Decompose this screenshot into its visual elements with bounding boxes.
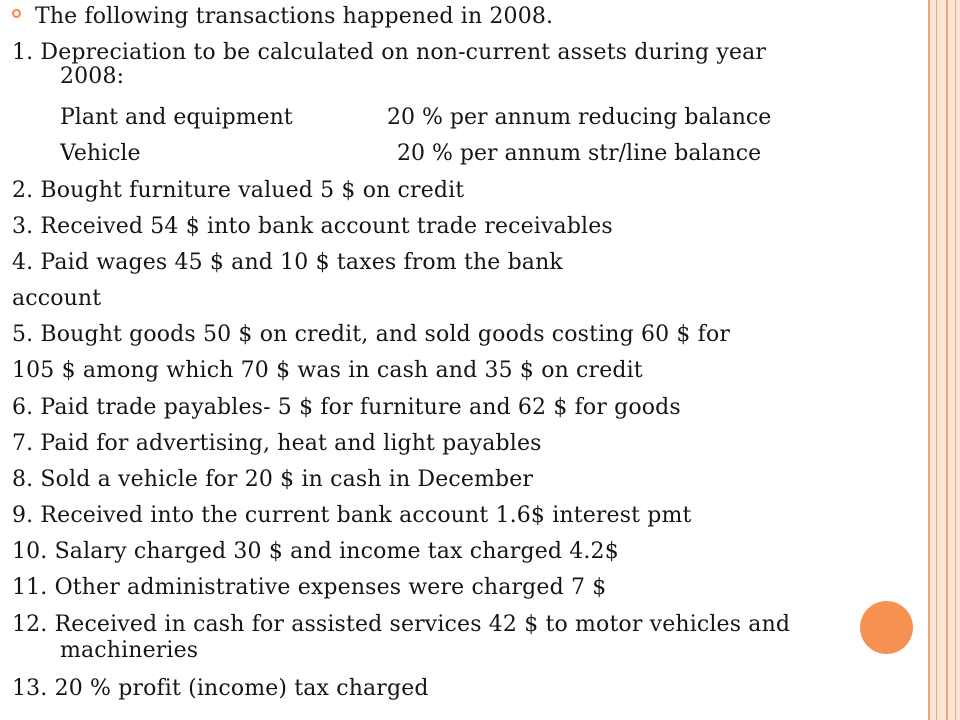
- item-10-text: 10. Salary charged 30 $ and income tax charged 4.2$: [12, 539, 619, 564]
- depreciation-asset-vehicle: Vehicle: [60, 141, 141, 166]
- item-5-text: 5. Bought goods 50 $ on credit, and sold goods costing 60 $ for: [12, 322, 731, 347]
- item-13-text: 13. 20 % profit (income) tax charged: [12, 676, 429, 701]
- item-1-continuation: 2008:: [60, 64, 125, 89]
- item-4-continuation: account: [12, 286, 102, 311]
- depreciation-rate-vehicle: 20 % per annum str/line balance: [397, 141, 762, 166]
- item-5-continuation: 105 $ among which 70 $ was in cash and 35 $ on credit: [12, 358, 643, 383]
- depreciation-asset-plant: Plant and equipment: [60, 105, 293, 130]
- item-9-text: 9. Received into the current bank account 1.6$ interest pmt: [12, 503, 692, 528]
- item-2-text: 2. Bought furniture valued 5 $ on credit: [12, 178, 465, 203]
- intro-text: The following transactions happened in 2008.: [35, 4, 554, 29]
- item-8-text: 8. Sold a vehicle for 20 $ in cash in December: [12, 467, 534, 492]
- item-12-continuation: machineries: [60, 638, 199, 663]
- item-7-text: 7. Paid for advertising, heat and light payables: [12, 431, 542, 456]
- item-1-text: 1. Depreciation to be calculated on non-current assets during year: [12, 40, 767, 65]
- item-3-text: 3. Received 54 $ into bank account trade receivables: [12, 214, 613, 239]
- item-6-text: 6. Paid trade payables- 5 $ for furniture and 62 $ for goods: [12, 395, 681, 420]
- depreciation-rate-plant: 20 % per annum reducing balance: [387, 105, 772, 130]
- item-4-text: 4. Paid wages 45 $ and 10 $ taxes from the bank: [12, 250, 563, 275]
- item-11-text: 11. Other administrative expenses were charged 7 $: [12, 575, 607, 600]
- item-12-text: 12. Received in cash for assisted services 42 $ to motor vehicles and: [12, 612, 791, 637]
